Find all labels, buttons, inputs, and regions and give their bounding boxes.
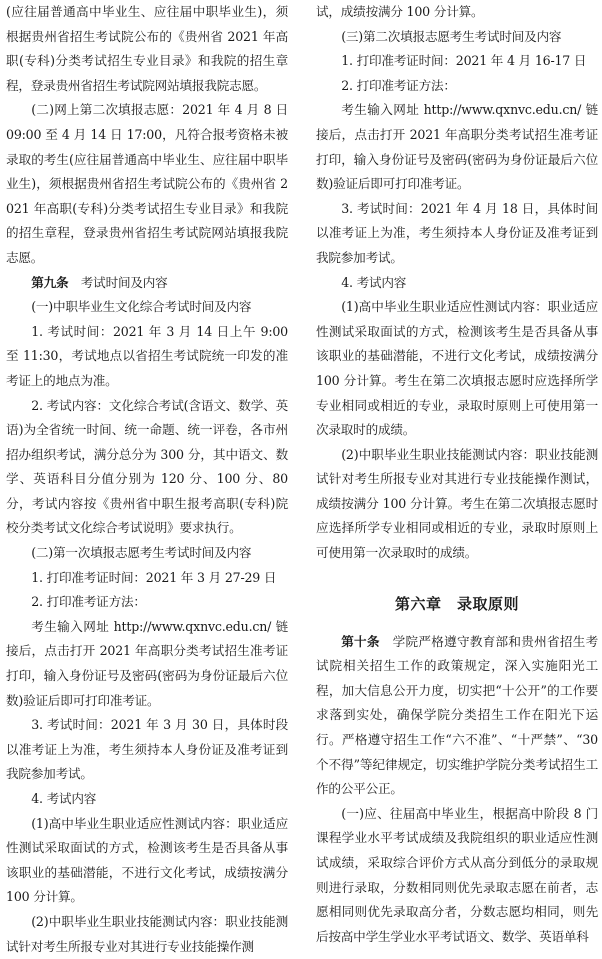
paragraph-text: 考生输入网址 http://www.qxnvc.edu.cn/ 链接后，点击打开 2021 年高职分类考试招生准考证打印，输入身份证号及密码(密码为身份证最后六位数)验证后即可打印准考证。 (6, 618, 288, 708)
paragraph-text: (二)网上第二次填报志愿：2021 年 4 月 8 日 09:00 至 4 月 14 日 17:00，凡符合报考资格未被录取的考生(应往届普通高中毕业生、应往届中职毕业生)，须根据贵州省招生考试院公布的《贵州省 2021 年高职(专科)分类考试招生专业目录》和我院的招生章程，登录贵州省招生考试院网站填报我院志愿。 (6, 102, 288, 265)
left-column (6, 0, 288, 959)
paragraph-text: 1. 打印准考证时间：2021 年 4 月 16-17 日 (341, 53, 587, 69)
paragraph (316, 271, 598, 296)
paragraph-text: 1. 考试时间：2021 年 3 月 14 日上午 9:00 至 11:30，考试地点以省招生考试院统一印发的准考证上的地点为准。 (6, 323, 288, 388)
paragraph (6, 541, 288, 566)
paragraph-text: (1)高中毕业生职业适应性测试内容：职业适应性测试采取面试的方式，检测该考生是否具备从事该职业的基础潜能，不进行文化考试，成绩按满分 100 分计算。考生在第二次填报志愿时应选择所学专业相同或相近的专业，录取时原则上可使用第一次录取时的成绩。 (316, 299, 598, 438)
paragraph-text: (1)高中毕业生职业适应性测试内容：职业适应性测试采取面试的方式，检测该考生是否具备从事该职业的基础潜能，不进行文化考试，成绩按满分 100 分计算。 (6, 815, 288, 905)
paragraph-text: 2. 打印准考证方法： (341, 77, 456, 93)
paragraph-text: 考试时间及内容 (80, 274, 168, 290)
paragraph-text: 2. 考试内容：文化综合考试(含语文、数学、英语)为全省统一时间、统一命题、统一评卷，各市州招办组织考试，满分总分为 300 分，其中语文、数学、英语科目分值分别为 120 分、100 分、80 分，考试内容按《贵州省中职生报考高职(专科)院校分类考试文化综合考试说明》要求执行。 (6, 397, 288, 536)
paragraph-text: (三)第二次填报志愿考生考试时间及内容 (341, 28, 562, 44)
paragraph (6, 394, 288, 542)
paragraph (6, 787, 288, 812)
paragraph (6, 320, 288, 394)
paragraph-text: 学院严格遵守教育部和贵州省招生考试院相关招生工作的政策规定，深入实施阳光工程，加大信息公开力度，切实把“十公开”的工作要求落到实处，确保学院分类招生工作在阳光下运行。严格遵守招生工作“六不准”、“十严禁”、“30 个不得”等纪律规定，切实维护学院分类考试招生工作的公平公正。 (316, 633, 598, 797)
paragraph (316, 197, 598, 271)
paragraph-text: (2)中职毕业生职业技能测试内容：职业技能测试针对考生所报专业对其进行专业技能操作测 (6, 913, 288, 954)
right-column (316, 0, 598, 949)
paragraph-text: 3. 考试时间：2021 年 4 月 18 日，具体时间以准考证上为准，考生须持本人身份证及准考证到我院参加考试。 (316, 200, 598, 265)
paragraph (6, 590, 288, 615)
paragraph-text: 2. 打印准考证方法： (31, 594, 146, 610)
paragraph-text: 1. 打印准考证时间：2021 年 3 月 27-29 日 (31, 569, 277, 585)
paragraph (316, 98, 598, 196)
paragraph (316, 443, 598, 566)
paragraph (6, 566, 288, 591)
paragraph (316, 295, 598, 443)
paragraph-text: 3. 考试时间：2021 年 3 月 30 日，具体时段以准考证上为准，考生须持本人身份证及准考证到我院参加考试。 (6, 717, 288, 782)
article-number: 第九条 (31, 274, 69, 290)
paragraph-text: (二)第一次填报志愿考生考试时间及内容 (31, 545, 252, 561)
chapter-title: 第六章 录取原则 (394, 594, 519, 613)
paragraph (6, 812, 288, 910)
paragraph (316, 74, 598, 99)
paragraph (316, 25, 598, 50)
paragraph (316, 0, 598, 25)
paragraph (316, 49, 598, 74)
paragraph-text: (2)中职毕业生职业技能测试内容：职业技能测试针对考生所报专业对其进行专业技能操作测试，成绩按满分 100 分计算。考生在第二次填报志愿时应选择所学专业相同或相近的专业，录取时原则上可使用第一次录取时的成绩。 (316, 446, 598, 561)
paragraph (316, 630, 598, 802)
paragraph-text: 试，成绩按满分 100 分计算。 (316, 4, 484, 19)
paragraph (6, 0, 288, 98)
paragraph (6, 713, 288, 787)
paragraph-text: 4. 考试内容 (341, 274, 407, 290)
paragraph (6, 615, 288, 713)
paragraph-text: (一)应、往届高中毕业生，根据高中阶段 8 门课程学业水平考试成绩及我院组织的职业适应性测试成绩，采取综合评价方式从高分到低分的录取规则进行录取，分数相同则优先录取志愿在前者，志愿相同则优先录取高分者，分数志愿均相同，则先后按高中学生学业水平考试语文、数学、英语单科 (316, 805, 598, 944)
paragraph (6, 98, 288, 270)
paragraph-text: (一)中职毕业生文化综合考试时间及内容 (31, 299, 252, 315)
right-top-section (316, 0, 598, 566)
article-number: 第十条 (341, 633, 380, 649)
paragraph-text: 4. 考试内容 (31, 791, 97, 806)
paragraph (6, 271, 288, 296)
paragraph (6, 295, 288, 320)
paragraph-text: (应往届普通高中毕业生、应往届中职毕业生)，须根据贵州省招生考试院公布的《贵州省 2021 年高职(专科)分类考试招生专业目录》和我院的招生章程，登录贵州省招生考试院网站填报我院志愿。 (6, 4, 288, 93)
right-bottom-section (316, 630, 598, 950)
paragraph (316, 802, 598, 950)
paragraph-text: 考生输入网址 http://www.qxnvc.edu.cn/ 链接后，点击打开 2021 年高职分类考试招生准考证打印，输入身份证号及密码(密码为身份证最后六位数)验证后即可打印准考证。 (316, 102, 598, 192)
paragraph (6, 910, 288, 959)
